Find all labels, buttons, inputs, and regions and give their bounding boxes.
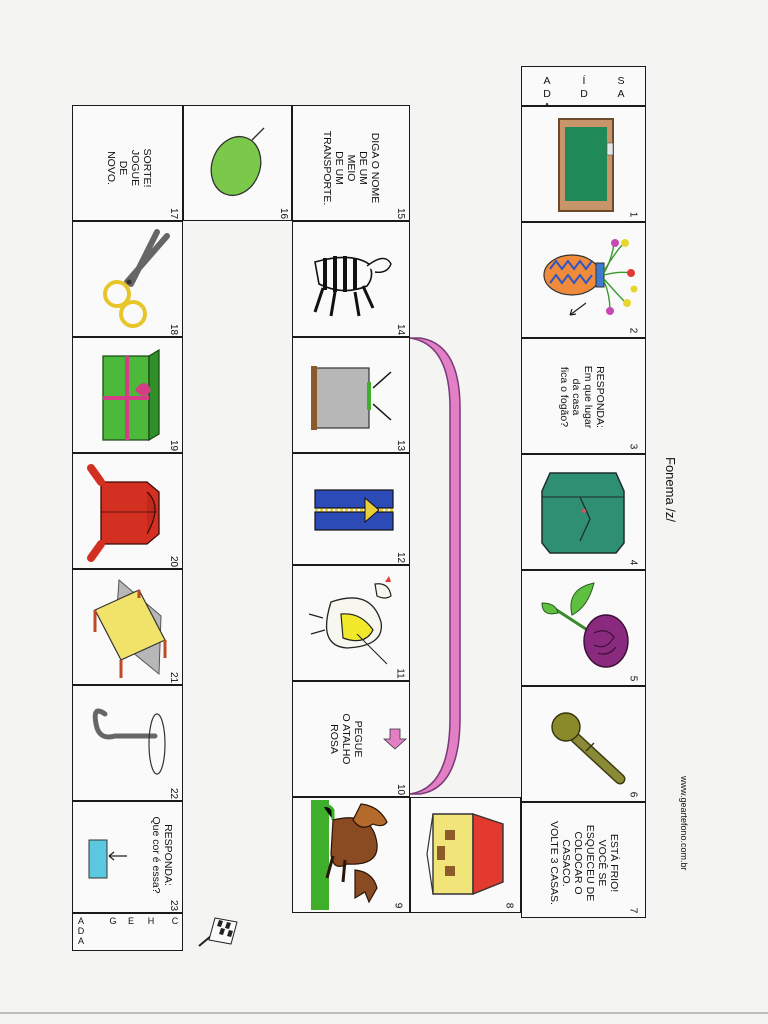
finish-letter-d: D (77, 926, 85, 936)
chalkboard-icon (555, 117, 617, 213)
cell-7-instruction-text: ESTÁ FRIO! VOCÊ SE ESQUECEU DE COLOCAR O CASACO. VOLTE 3 CASAS. (548, 821, 620, 905)
finish-label-col5 (75, 916, 87, 946)
board-cell-2 (521, 222, 646, 338)
finish-letter-c: C (171, 916, 179, 926)
cell-number-12: 12 (395, 551, 407, 564)
website-credit: www.geartefono.com.br (679, 776, 689, 871)
start-cell (521, 66, 646, 106)
board-cell-7 (521, 802, 646, 918)
board-cell-11 (292, 565, 410, 681)
cell-15-instruction-text: DIGA O NOME DE UM MEIO DE UM TRANSPORTE. (321, 130, 381, 206)
board-cell-19 (72, 337, 183, 453)
chicken-icon (301, 574, 401, 674)
finish-letter-g: G (109, 916, 117, 926)
board-cell-6 (521, 686, 646, 802)
vase-icon (530, 229, 642, 329)
cell-number-5: 5 (627, 675, 639, 682)
finish-letter-h: H (147, 916, 155, 926)
finish-letter-a: A (77, 916, 84, 926)
finish-label-col3 (125, 916, 137, 926)
cell-number-1: 1 (627, 211, 639, 218)
zebra-icon (305, 236, 397, 326)
olive-icon (206, 126, 276, 202)
start-letter-i: Í (582, 75, 586, 87)
house-icon (425, 806, 509, 902)
cell-number-7: 7 (627, 907, 639, 914)
cell-number-23: 23 (168, 899, 180, 912)
board-cell-10 (292, 681, 410, 797)
board-cell-4 (521, 454, 646, 570)
shirt-icon (87, 464, 173, 560)
board-cell-1 (521, 106, 646, 222)
board-cell-16 (183, 105, 292, 221)
cell-number-8: 8 (503, 902, 515, 909)
start-label-col-mid (577, 75, 591, 101)
page-title: Fonema /z/ (663, 457, 678, 523)
cell-number-9: 9 (392, 902, 404, 909)
microphone-icon (548, 709, 628, 789)
cell-number-22: 22 (168, 787, 180, 800)
color-swatch-icon (87, 832, 131, 882)
board-cell-22 (72, 685, 183, 801)
start-letter-s: S (617, 75, 625, 87)
board-cell-13 (292, 337, 410, 453)
board-cell-5 (521, 570, 646, 686)
television-icon (309, 358, 399, 434)
jacket-icon (540, 467, 626, 557)
board-cell-3 (521, 338, 646, 454)
cell-10-shortcut-text: PEGUE O ATALHO ROSA (328, 713, 364, 765)
finish-label-col (169, 916, 181, 926)
board-cell-8 (410, 797, 521, 913)
checkered-flag-icon (195, 912, 243, 950)
board-cell-18 (72, 221, 183, 337)
cell-number-10: 10 (395, 783, 407, 796)
cell-number-15: 15 (395, 207, 407, 220)
cell-number-17: 17 (168, 207, 180, 220)
finish-cell (72, 913, 183, 951)
finish-letter-e: E (127, 916, 134, 926)
start-letter-d: D (543, 88, 551, 100)
scan-edge-line (0, 1012, 768, 1014)
pink-shortcut-path (408, 336, 460, 796)
start-label-col1 (614, 75, 628, 101)
scissors-icon (87, 230, 173, 330)
cell-number-4: 4 (627, 559, 639, 566)
zipper-icon (311, 484, 397, 538)
board-cell-15 (292, 105, 410, 221)
board-cell-21 (72, 569, 183, 685)
cell-number-18: 18 (168, 323, 180, 336)
board-cell-12 (292, 453, 410, 565)
board-cell-23 (72, 801, 183, 913)
start-letter-a: A (617, 88, 625, 100)
cell-23-question-text: RESPONDA: Que cor é essa? (150, 816, 174, 894)
cell-number-21: 21 (168, 671, 180, 684)
cell-number-19: 19 (168, 439, 180, 452)
cell-number-6: 6 (627, 791, 639, 798)
table-icon (83, 576, 177, 680)
pink-arrow-icon (381, 728, 409, 750)
start-letter-a2: A (543, 75, 551, 87)
board-cell-14 (292, 221, 410, 337)
board-cell-9 (292, 797, 410, 913)
cell-number-11: 11 (394, 668, 406, 679)
cell-number-20: 20 (168, 555, 180, 568)
cell-number-2: 2 (627, 327, 639, 334)
board-cell-17 (72, 105, 183, 221)
cell-17-luck-text: SORTE! JOGUE DE NOVO. (105, 148, 153, 188)
start-letter-d2: D (580, 88, 588, 100)
fox-icon (309, 800, 404, 910)
cell-number-16: 16 (278, 207, 290, 220)
cell-number-14: 14 (395, 323, 407, 336)
cell-3-question-text: RESPONDA: Em que lugar da casa fica o fogão? (558, 365, 606, 429)
cell-number-13: 13 (395, 439, 407, 452)
board-cell-20 (72, 453, 183, 569)
rose-icon (538, 579, 634, 675)
finish-label-col2 (145, 916, 157, 926)
hook-icon (87, 704, 173, 790)
gift-box-icon (95, 346, 165, 446)
finish-letter-a2: A (77, 936, 84, 946)
finish-label-col4 (107, 916, 119, 926)
cell-number-3: 3 (627, 443, 639, 450)
